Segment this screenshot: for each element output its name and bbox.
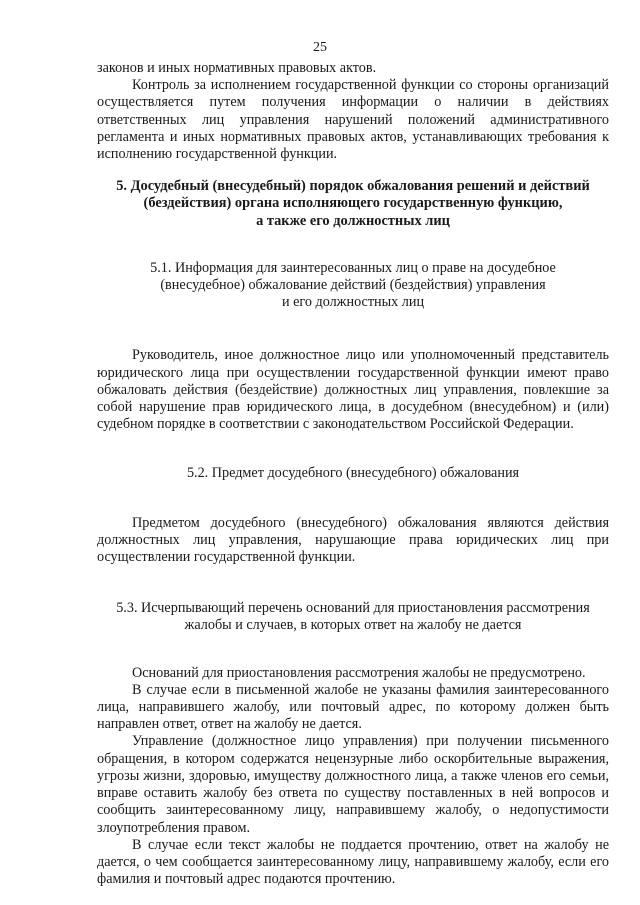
subsection-5-2-paragraph: Предметом досудебного (внесудебного) обжалования являются действия должностных лиц управления, нарушающие права юридических лиц при осуществлении государственной функции. xyxy=(97,514,609,566)
subsection-5-3-paragraph: Управление (должностное лицо управления) при получении письменного обращения, в котором содержатся нецензурные либо оскорбительные выражения, угрозы жизни, здоровью, имуществу должностного лица, а также членов его семьи, вправе оставить жалобу без ответа по существу поставленных в ней вопросов и сообщить заинтересованному лицу, направившему жалобу, о недопустимости злоупотребления правом. xyxy=(97,733,609,836)
section-5-heading-line: а также его должностных лиц xyxy=(256,212,450,229)
section-5-heading xyxy=(97,178,609,230)
page-number: 25 xyxy=(313,40,327,55)
subsection-5-1-heading-line: 5.1. Информация для заинтересованных лиц о праве на досудебное xyxy=(150,259,556,276)
section-5-heading-line: 5. Досудебный (внесудебный) порядок обжалования решений и действий xyxy=(116,178,590,195)
subsection-5-3-heading-line: жалобы и случаев, в которых ответ на жалобу не дается xyxy=(184,617,522,634)
subsection-5-1-heading xyxy=(97,260,609,312)
subsection-5-3-paragraph: В случае если текст жалобы не поддается прочтению, ответ на жалобу не дается, о чем сообщается заинтересованному лицу, направившему жалобу, если его фамилия и почтовый адрес подаются прочтению. xyxy=(97,836,609,888)
control-paragraph: Контроль за исполнением государственной функции со стороны организаций осуществляется путем получения информации о наличии в действиях ответственных лиц управления нарушений положений административного регламента и иных нормативных правовых актов, устанавливающих требования к исполнению государственной функции. xyxy=(97,77,609,163)
page-content xyxy=(97,60,609,888)
subsection-5-3-heading-line: 5.3. Исчерпывающий перечень оснований для приостановления рассмотрения xyxy=(116,600,590,617)
subsection-5-3-paragraph: Оснований для приостановления рассмотрения жалобы не предусмотрено. xyxy=(132,664,586,681)
subsection-5-1-heading-line: (внесудебное) обжалование действий (бездействия) управления xyxy=(160,277,546,294)
subsection-5-1-heading-line: и его должностных лиц xyxy=(281,294,425,311)
subsection-5-2-heading: 5.2. Предмет досудебного (внесудебного) обжалования xyxy=(186,465,520,482)
subsection-5-1-paragraph: Руководитель, иное должностное лицо или уполномоченный представитель юридического лица при осуществлении государственной функции имеют право обжаловать действия (бездействие) должностных лиц управления, повлекшие за собой нарушение прав юридического лица, в досудебном (внесудебном) и (или) судебном порядке в соответствии с законодательством Российской Федерации. xyxy=(97,347,609,433)
subsection-5-3-heading xyxy=(97,600,609,634)
continuation-text: законов и иных нормативных правовых актов. xyxy=(97,60,377,76)
subsection-5-3-paragraph: В случае если в письменной жалобе не указаны фамилия заинтересованного лица, направившего жалобу, или почтовый адрес, по которому должен быть направлен ответ, ответ на жалобу не дается. xyxy=(97,681,609,733)
section-5-heading-line: (бездействия) органа исполняющего государственную функцию, xyxy=(143,195,563,212)
